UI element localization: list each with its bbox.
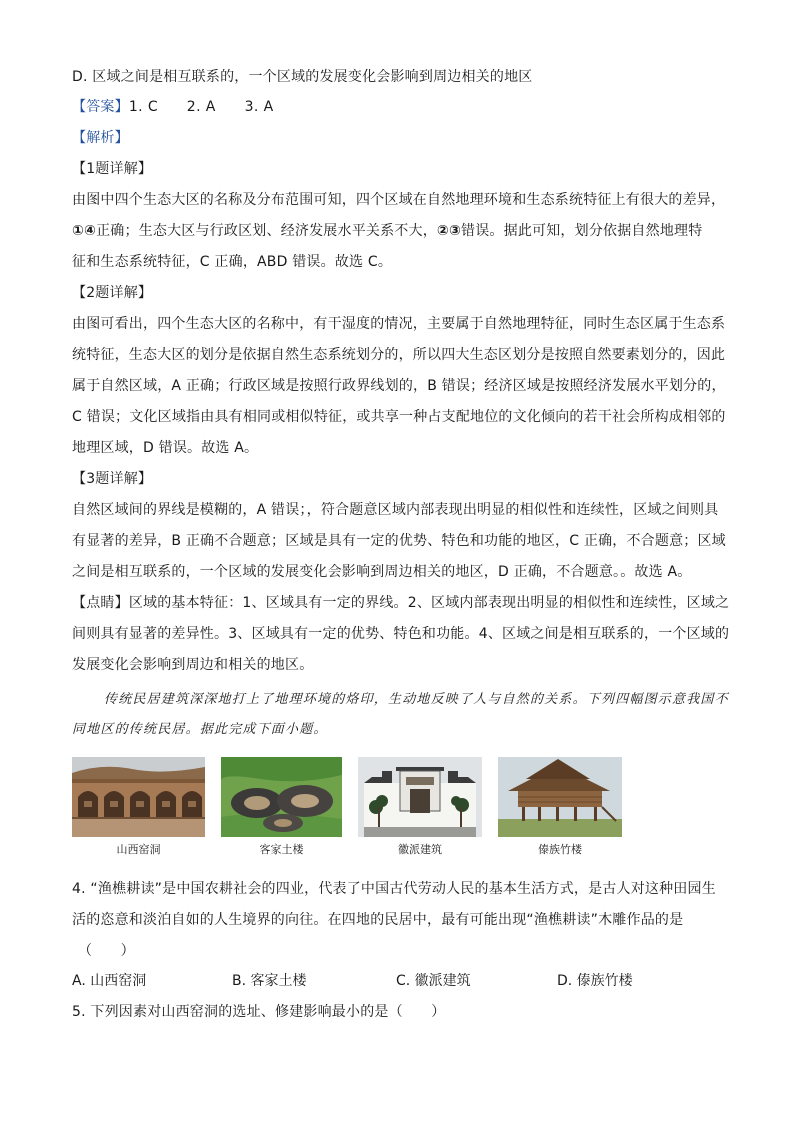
caption-hakka-tulou: 客家土楼 (259, 843, 304, 856)
q4-stem: 活的恣意和淡泊自如的人生境界的向往。在四地的民居中，最有可能出现“渔樵耕读”木雕作品的是 (72, 912, 684, 928)
q4-option-c[interactable]: C. 徽派建筑 (396, 973, 471, 989)
q2-text-line: 属于自然区域，A 正确；行政区域是按照行政界线划的，B 错误；经济区域是按照经济发展水平划分的， (72, 378, 726, 394)
tip-tag: 【点睛】 (72, 595, 129, 611)
circled-numbers: ①④ (72, 223, 97, 239)
tip-text-line: 发展变化会影响到周边和相关的地区。 (72, 657, 314, 673)
q1-text-line: 征和生态系统特征，C 正确，ABD 错误。故选 C。 (72, 254, 393, 270)
q4-answer-blank: （ ） (78, 943, 135, 959)
q4-stem: 4. “渔樵耕读”是中国农耕社会的四业，代表了中国古代劳动人民的基本生活方式，是古人对这种田园生 (72, 881, 716, 897)
q1-text-span: 错误。据此可知，划分依据自然地理特 (461, 223, 703, 239)
photo-hakka-tulou (221, 757, 342, 837)
q2-text-line: 统特征，生态大区的划分是依据自然生态系统划分的，所以四大生态区划分是按照自然要素划分的，因此 (72, 347, 726, 363)
q3-text-line: 自然区域间的界线是模糊的，A 错误；，符合题意区域内部表现出明显的相似性和连续性，区域之间则具 (72, 502, 719, 518)
q4-option-a[interactable]: A. 山西窑洞 (72, 973, 147, 989)
analysis-tag: 【解析】 (72, 130, 129, 146)
tip-text: 区域的基本特征：1、区域具有一定的界线。2、区域内部表现出明显的相似性和连续性，区域之 (128, 595, 730, 611)
tip-line (72, 593, 729, 613)
q1-text-line (72, 221, 702, 241)
photo-huizhou-building (358, 757, 482, 837)
dai-bamboo-house-illustration (498, 757, 622, 837)
circled-numbers: ②③ (436, 223, 462, 239)
q2-text-line: C 错误；文化区域指由具有相同或相似特征，或共享一种占支配地位的文化倾向的若干社会所构成相邻的 (72, 409, 726, 425)
q5-stem: 5. 下列因素对山西窑洞的选址、修建影响最小的是（ ） (72, 1004, 446, 1020)
huizhou-building-illustration (358, 757, 482, 837)
photo-dai-bamboo-house (498, 757, 622, 837)
q1-detail-tag: 【1题详解】 (72, 161, 153, 177)
q1-text-line: 由图中四个生态大区的名称及分布范围可知，四个区域在自然地理环境和生态系统特征上有很大的差异， (72, 192, 726, 208)
question-intro: 传统民居建筑深深地打上了地理环境的烙印，生动地反映了人与自然的关系。下列四幅图示意我国不 (104, 692, 729, 707)
q2-text-line: 由图可看出，四个生态大区的名称中，有干湿度的情况，主要属于自然地理特征，同时生态区属于生态系 (72, 316, 726, 332)
photo-cave-dwelling (72, 757, 205, 837)
q1-text-span: 正确；生态大区与行政区划、经济发展水平关系不大， (96, 223, 437, 239)
q2-text-line: 地理区域，D 错误。故选 A。 (72, 440, 259, 456)
q4-option-b[interactable]: B. 客家土楼 (232, 973, 307, 989)
answer-text: 1. C 2. A 3. A (128, 99, 274, 115)
q2-detail-tag: 【2题详解】 (72, 285, 153, 301)
caption-dai-bamboo-house: 傣族竹楼 (538, 843, 582, 856)
tip-text-line: 间则具有显著的差异性。3、区域具有一定的优势、特色和功能。4、区域之间是相互联系的，一个区域的 (72, 626, 730, 642)
answer-line (72, 97, 274, 117)
option-d-line: D. 区域之间是相互联系的，一个区域的发展变化会影响到周边相关的地区 (72, 69, 533, 85)
caption-huizhou-building: 徽派建筑 (398, 843, 442, 856)
q3-text-line: 有显著的差异，B 正确不合题意；区域是具有一定的优势、特色和功能的地区，C 正确，不合题意；区域 (72, 533, 726, 549)
cave-dwelling-illustration (72, 757, 205, 837)
q3-detail-tag: 【3题详解】 (72, 471, 153, 487)
caption-cave-dwelling: 山西窑洞 (116, 843, 161, 856)
q3-text-line: 之间是相互联系的，一个区域的发展变化会影响到周边相关的地区，D 正确，不合题意。。故选 A。 (72, 564, 692, 580)
hakka-tulou-illustration (221, 757, 342, 837)
q4-option-d[interactable]: D. 傣族竹楼 (557, 973, 633, 989)
question-intro: 同地区的传统民居。据此完成下面小题。 (72, 722, 328, 737)
answer-tag: 【答案】 (72, 99, 129, 115)
